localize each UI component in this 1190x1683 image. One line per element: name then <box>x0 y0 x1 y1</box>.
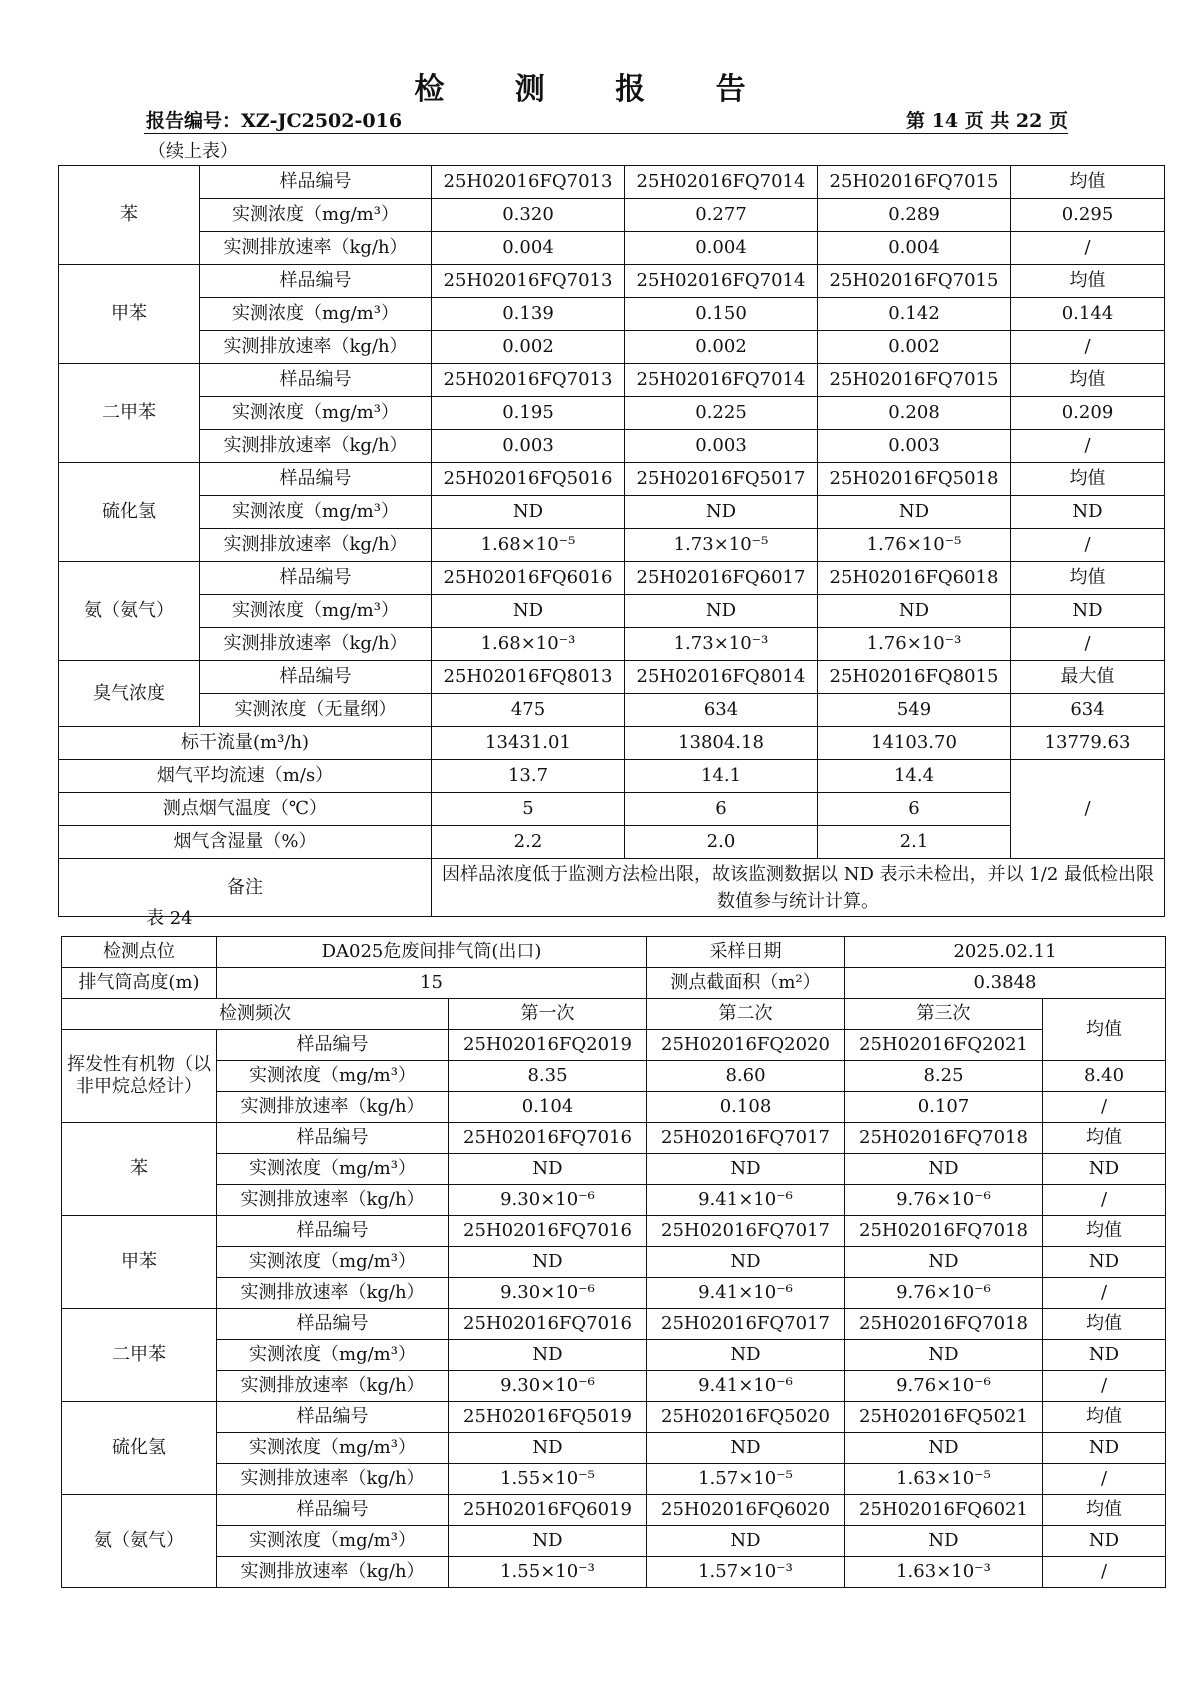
row-label: 实测浓度（无量纲） <box>200 694 432 727</box>
table-row <box>59 364 1165 397</box>
table-cell: ND <box>647 1526 845 1557</box>
pollutant-name: 硫化氢 <box>59 463 200 562</box>
table-cell: 0.002 <box>625 331 818 364</box>
table-cell: 2.1 <box>818 826 1011 859</box>
pollutant-name: 硫化氢 <box>62 1402 217 1495</box>
table-cell: 0.277 <box>625 199 818 232</box>
table-row <box>62 1402 1166 1433</box>
table-cell: / <box>1011 529 1165 562</box>
table-cell: 1.76×10⁻³ <box>818 628 1011 661</box>
table-cell: / <box>1043 1278 1166 1309</box>
table-row <box>62 1371 1166 1402</box>
table-cell: 25H02016FQ7013 <box>432 166 625 199</box>
info-value: 0.3848 <box>845 968 1166 999</box>
table-cell: 0.209 <box>1011 397 1165 430</box>
row-label: 实测排放速率（kg/h） <box>217 1557 449 1588</box>
table-cell: 1.76×10⁻⁵ <box>818 529 1011 562</box>
info-row <box>62 968 1166 999</box>
table-cell: 1.68×10⁻⁵ <box>432 529 625 562</box>
row-label: 实测浓度（mg/m³） <box>217 1061 449 1092</box>
table-row <box>62 1247 1166 1278</box>
table-cell: ND <box>845 1526 1043 1557</box>
row-label: 实测排放速率（kg/h） <box>200 628 432 661</box>
row-label: 样品编号 <box>200 166 432 199</box>
pollutant-name: 苯 <box>59 166 200 265</box>
table-cell: 9.41×10⁻⁶ <box>647 1278 845 1309</box>
table-cell: / <box>1043 1185 1166 1216</box>
table-cell: 0.003 <box>818 430 1011 463</box>
table-cell: 0.144 <box>1011 298 1165 331</box>
row-label: 实测浓度（mg/m³） <box>217 1247 449 1278</box>
remark-row <box>59 859 1165 917</box>
row-label: 实测排放速率（kg/h） <box>217 1092 449 1123</box>
table-row <box>62 1185 1166 1216</box>
table-cell: 9.30×10⁻⁶ <box>449 1278 647 1309</box>
table-cell: 第二次 <box>647 999 845 1030</box>
table-cell: 均值 <box>1011 364 1165 397</box>
table-row <box>59 826 1165 859</box>
table-cell: 13804.18 <box>625 727 818 760</box>
table-cell: 25H02016FQ7018 <box>845 1216 1043 1247</box>
table-cell: 0.107 <box>845 1092 1043 1123</box>
table-row <box>59 793 1165 826</box>
table-cell: ND <box>1043 1433 1166 1464</box>
table-row <box>62 1123 1166 1154</box>
row-label: 样品编号 <box>217 1402 449 1433</box>
table-row <box>59 463 1165 496</box>
table-cell: ND <box>449 1247 647 1278</box>
table-cell: 9.76×10⁻⁶ <box>845 1278 1043 1309</box>
row-label: 样品编号 <box>200 265 432 298</box>
table-cell: ND <box>449 1526 647 1557</box>
table-cell: 0.195 <box>432 397 625 430</box>
row-label: 实测排放速率（kg/h） <box>217 1278 449 1309</box>
table-cell: 均值 <box>1043 1495 1166 1526</box>
table-cell: 25H02016FQ7017 <box>647 1123 845 1154</box>
pollutant-name: 氨（氨气） <box>59 562 200 661</box>
table-cell: 25H02016FQ2019 <box>449 1030 647 1061</box>
info-label: 测点截面积（m²） <box>647 968 845 999</box>
table-cell: 0.320 <box>432 199 625 232</box>
table-cell: ND <box>625 595 818 628</box>
table-cell: 25H02016FQ7017 <box>647 1309 845 1340</box>
pollutant-name: 氨（氨气） <box>62 1495 217 1588</box>
row-label: 实测浓度（mg/m³） <box>217 1340 449 1371</box>
table-cell: 2.2 <box>432 826 625 859</box>
table-cell: ND <box>818 595 1011 628</box>
table-cell: 均值 <box>1043 1309 1166 1340</box>
table-cell: 25H02016FQ5019 <box>449 1402 647 1433</box>
row-label: 样品编号 <box>217 1030 449 1061</box>
table-cell: 0.142 <box>818 298 1011 331</box>
row-label: 实测排放速率（kg/h） <box>217 1185 449 1216</box>
table-cell: ND <box>647 1154 845 1185</box>
remark-label: 备注 <box>59 859 432 917</box>
table-continued <box>58 165 1165 917</box>
table-cell: 25H02016FQ5020 <box>647 1402 845 1433</box>
table-row <box>59 265 1165 298</box>
table-cell: 0.108 <box>647 1092 845 1123</box>
pollutant-name: 二甲苯 <box>62 1309 217 1402</box>
table-row <box>59 760 1165 793</box>
table-cell: 25H02016FQ7014 <box>625 265 818 298</box>
table-cell: / <box>1043 1557 1166 1588</box>
table-cell: 0.004 <box>432 232 625 265</box>
row-label: 实测浓度（mg/m³） <box>200 397 432 430</box>
table-cell: 9.76×10⁻⁶ <box>845 1371 1043 1402</box>
pollutant-name: 甲苯 <box>62 1216 217 1309</box>
table-cell: / <box>1011 430 1165 463</box>
table-cell: ND <box>625 496 818 529</box>
table-cell: 9.30×10⁻⁶ <box>449 1371 647 1402</box>
row-label: 样品编号 <box>200 463 432 496</box>
row-label: 样品编号 <box>217 1309 449 1340</box>
table-cell: 25H02016FQ7015 <box>818 364 1011 397</box>
table-cell: 25H02016FQ6017 <box>625 562 818 595</box>
table-row <box>59 661 1165 694</box>
table-row <box>62 1340 1166 1371</box>
merged-cell: 均值 <box>1043 999 1166 1061</box>
pollutant-name: 甲苯 <box>59 265 200 364</box>
table-cell: ND <box>1011 595 1165 628</box>
table-cell: 0.002 <box>432 331 625 364</box>
table-cell: 均值 <box>1011 562 1165 595</box>
table-cell: 13.7 <box>432 760 625 793</box>
table-row <box>59 166 1165 199</box>
table-cell: / <box>1043 1092 1166 1123</box>
merged-cell: / <box>1011 760 1165 859</box>
table-cell: 14.1 <box>625 760 818 793</box>
table-cell: / <box>1011 628 1165 661</box>
table-row <box>62 1557 1166 1588</box>
table-cell: ND <box>449 1154 647 1185</box>
table-cell: 25H02016FQ7014 <box>625 166 818 199</box>
table-cell: 0.104 <box>449 1092 647 1123</box>
row-label: 标干流量(m³/h) <box>59 727 432 760</box>
info-label: 采样日期 <box>647 937 845 968</box>
row-label: 实测浓度（mg/m³） <box>200 298 432 331</box>
table-cell: 1.55×10⁻³ <box>449 1557 647 1588</box>
table-cell: 2.0 <box>625 826 818 859</box>
table-cell: 0.295 <box>1011 199 1165 232</box>
frequency-row <box>62 999 1166 1030</box>
table-cell: 13431.01 <box>432 727 625 760</box>
table-cell: 均值 <box>1011 463 1165 496</box>
table-row <box>59 694 1165 727</box>
table-cell: ND <box>1043 1526 1166 1557</box>
table-row <box>59 628 1165 661</box>
table-cell: 25H02016FQ7015 <box>818 265 1011 298</box>
table-row <box>59 298 1165 331</box>
row-label: 实测排放速率（kg/h） <box>217 1371 449 1402</box>
table-cell: 0.004 <box>625 232 818 265</box>
row-label: 实测排放速率（kg/h） <box>200 331 432 364</box>
row-label: 实测浓度（mg/m³） <box>200 199 432 232</box>
table-cell: 9.41×10⁻⁶ <box>647 1185 845 1216</box>
report-number: 报告编号：XZ-JC2502-016 <box>146 110 403 132</box>
table-cell: 25H02016FQ8015 <box>818 661 1011 694</box>
table-cell: 634 <box>1011 694 1165 727</box>
table-cell: ND <box>1043 1340 1166 1371</box>
row-label: 样品编号 <box>217 1123 449 1154</box>
table-cell: ND <box>647 1433 845 1464</box>
table-cell: 0.139 <box>432 298 625 331</box>
table-cell: 均值 <box>1011 265 1165 298</box>
table-row <box>62 1216 1166 1247</box>
table-cell: / <box>1043 1464 1166 1495</box>
table-row <box>59 430 1165 463</box>
row-label: 烟气平均流速（m/s） <box>59 760 432 793</box>
table-cell: 1.68×10⁻³ <box>432 628 625 661</box>
row-label: 实测浓度（mg/m³） <box>200 496 432 529</box>
table-cell: 6 <box>625 793 818 826</box>
table-cell: 均值 <box>1043 1123 1166 1154</box>
table-cell: 8.60 <box>647 1061 845 1092</box>
table-row <box>62 1278 1166 1309</box>
table-cell: ND <box>1043 1154 1166 1185</box>
table-cell: 25H02016FQ7017 <box>647 1216 845 1247</box>
table-cell: ND <box>449 1433 647 1464</box>
info-value: 2025.02.11 <box>845 937 1166 968</box>
info-label: 检测点位 <box>62 937 217 968</box>
row-label: 实测浓度（mg/m³） <box>217 1526 449 1557</box>
table-caption: 表 24 <box>146 908 193 929</box>
table-row <box>59 397 1165 430</box>
table-row <box>59 529 1165 562</box>
row-label: 样品编号 <box>200 661 432 694</box>
info-row <box>62 937 1166 968</box>
row-label: 实测浓度（mg/m³） <box>200 595 432 628</box>
table-cell: 0.003 <box>625 430 818 463</box>
table-cell: 25H02016FQ6020 <box>647 1495 845 1526</box>
table-cell: / <box>1043 1371 1166 1402</box>
row-label: 实测排放速率（kg/h） <box>200 430 432 463</box>
table-cell: 25H02016FQ5016 <box>432 463 625 496</box>
table-cell: 0.208 <box>818 397 1011 430</box>
table-cell: ND <box>432 595 625 628</box>
row-label: 样品编号 <box>200 562 432 595</box>
table-cell: 25H02016FQ7016 <box>449 1123 647 1154</box>
table-cell: 13779.63 <box>1011 727 1165 760</box>
table-cell: 0.150 <box>625 298 818 331</box>
row-label: 样品编号 <box>217 1495 449 1526</box>
table-row <box>62 1464 1166 1495</box>
info-value: 15 <box>217 968 647 999</box>
info-value: DA025危废间排气筒(出口) <box>217 937 647 968</box>
row-label: 实测浓度（mg/m³） <box>217 1154 449 1185</box>
table-cell: 最大值 <box>1011 661 1165 694</box>
info-label: 排气筒高度(m) <box>62 968 217 999</box>
report-title: 检 测 报 告 <box>414 72 776 107</box>
table-cell: 25H02016FQ7018 <box>845 1309 1043 1340</box>
table-cell: / <box>1011 331 1165 364</box>
table-cell: ND <box>647 1340 845 1371</box>
pollutant-name: 臭气浓度 <box>59 661 200 727</box>
table-cell: ND <box>845 1247 1043 1278</box>
table-cell: 25H02016FQ8013 <box>432 661 625 694</box>
table-cell: ND <box>1011 496 1165 529</box>
table-cell: 549 <box>818 694 1011 727</box>
row-label: 样品编号 <box>200 364 432 397</box>
table-cell: ND <box>432 496 625 529</box>
table-cell: 25H02016FQ8014 <box>625 661 818 694</box>
table-row <box>59 562 1165 595</box>
table-cell: ND <box>647 1247 845 1278</box>
pollutant-name: 苯 <box>62 1123 217 1216</box>
table-cell: ND <box>818 496 1011 529</box>
table-cell: 25H02016FQ7018 <box>845 1123 1043 1154</box>
table-cell: ND <box>845 1433 1043 1464</box>
table-cell: 0.289 <box>818 199 1011 232</box>
row-label: 实测排放速率（kg/h） <box>200 232 432 265</box>
table-cell: 25H02016FQ2021 <box>845 1030 1043 1061</box>
table-cell: 9.30×10⁻⁶ <box>449 1185 647 1216</box>
table-row <box>59 496 1165 529</box>
table-cell: 25H02016FQ7016 <box>449 1309 647 1340</box>
table-cell: 25H02016FQ7013 <box>432 364 625 397</box>
table-cell: 25H02016FQ6019 <box>449 1495 647 1526</box>
table-cell: 均值 <box>1011 166 1165 199</box>
table-row <box>59 199 1165 232</box>
row-label: 实测排放速率（kg/h） <box>200 529 432 562</box>
table-cell: 0.225 <box>625 397 818 430</box>
table-cell: 1.63×10⁻⁵ <box>845 1464 1043 1495</box>
table-cell: 均值 <box>1043 1402 1166 1433</box>
table-cell: 475 <box>432 694 625 727</box>
table-cell: 1.63×10⁻³ <box>845 1557 1043 1588</box>
pollutant-name: 二甲苯 <box>59 364 200 463</box>
table-cell: 8.35 <box>449 1061 647 1092</box>
table-cell: 8.40 <box>1043 1061 1166 1092</box>
table-cell: 0.004 <box>818 232 1011 265</box>
table-cell: 25H02016FQ5017 <box>625 463 818 496</box>
table-cell: 均值 <box>1043 1216 1166 1247</box>
continued-label: （续上表） <box>148 141 238 162</box>
table-row <box>62 1433 1166 1464</box>
table-row <box>62 1154 1166 1185</box>
table-row <box>59 727 1165 760</box>
table-cell: 25H02016FQ7015 <box>818 166 1011 199</box>
table-row <box>62 1061 1166 1092</box>
table-cell: 25H02016FQ5021 <box>845 1402 1043 1433</box>
table-cell: 25H02016FQ5018 <box>818 463 1011 496</box>
table-cell: 14103.70 <box>818 727 1011 760</box>
table-cell: / <box>1011 232 1165 265</box>
table-cell: 1.55×10⁻⁵ <box>449 1464 647 1495</box>
table-cell: 1.73×10⁻³ <box>625 628 818 661</box>
table-cell: ND <box>845 1340 1043 1371</box>
table-cell: 25H02016FQ7013 <box>432 265 625 298</box>
table-row <box>59 331 1165 364</box>
table-cell: ND <box>845 1154 1043 1185</box>
pollutant-name: 挥发性有机物（以非甲烷总烃计） <box>62 1030 217 1123</box>
table-cell: 0.003 <box>432 430 625 463</box>
table-cell: 25H02016FQ7014 <box>625 364 818 397</box>
remark-text: 因样品浓度低于监测方法检出限，故该监测数据以 ND 表示未检出，并以 1/2 最低检出限数值参与统计计算。 <box>432 859 1165 917</box>
row-label: 样品编号 <box>217 1216 449 1247</box>
table-cell: 0.002 <box>818 331 1011 364</box>
table-row <box>59 232 1165 265</box>
table-cell: 25H02016FQ2020 <box>647 1030 845 1061</box>
table-cell: 1.73×10⁻⁵ <box>625 529 818 562</box>
table-cell: 1.57×10⁻⁵ <box>647 1464 845 1495</box>
table-cell: 634 <box>625 694 818 727</box>
row-label: 实测排放速率（kg/h） <box>217 1464 449 1495</box>
table-row <box>62 1092 1166 1123</box>
table-row <box>62 1526 1166 1557</box>
table-cell: 5 <box>432 793 625 826</box>
table-cell: ND <box>1043 1247 1166 1278</box>
row-label: 测点烟气温度（℃） <box>59 793 432 826</box>
table-cell: 25H02016FQ6016 <box>432 562 625 595</box>
table-row <box>59 595 1165 628</box>
table-cell: 6 <box>818 793 1011 826</box>
table-cell: 25H02016FQ7016 <box>449 1216 647 1247</box>
table-cell: 14.4 <box>818 760 1011 793</box>
table-24 <box>61 936 1166 1588</box>
table-cell: 1.57×10⁻³ <box>647 1557 845 1588</box>
table-cell: 9.41×10⁻⁶ <box>647 1371 845 1402</box>
table-row <box>62 1495 1166 1526</box>
page-info: 第 14 页 共 22 页 <box>906 110 1068 132</box>
table-row <box>62 1309 1166 1340</box>
table-row <box>62 1030 1166 1061</box>
table-cell: ND <box>449 1340 647 1371</box>
row-label: 实测浓度（mg/m³） <box>217 1433 449 1464</box>
table-cell: 第一次 <box>449 999 647 1030</box>
table-cell: 25H02016FQ6021 <box>845 1495 1043 1526</box>
table-cell: 9.76×10⁻⁶ <box>845 1185 1043 1216</box>
table-cell: 8.25 <box>845 1061 1043 1092</box>
row-label: 烟气含湿量（%） <box>59 826 432 859</box>
table-cell: 25H02016FQ6018 <box>818 562 1011 595</box>
row-label: 检测频次 <box>62 999 449 1030</box>
table-cell: 第三次 <box>845 999 1043 1030</box>
header-rule <box>144 133 1068 134</box>
